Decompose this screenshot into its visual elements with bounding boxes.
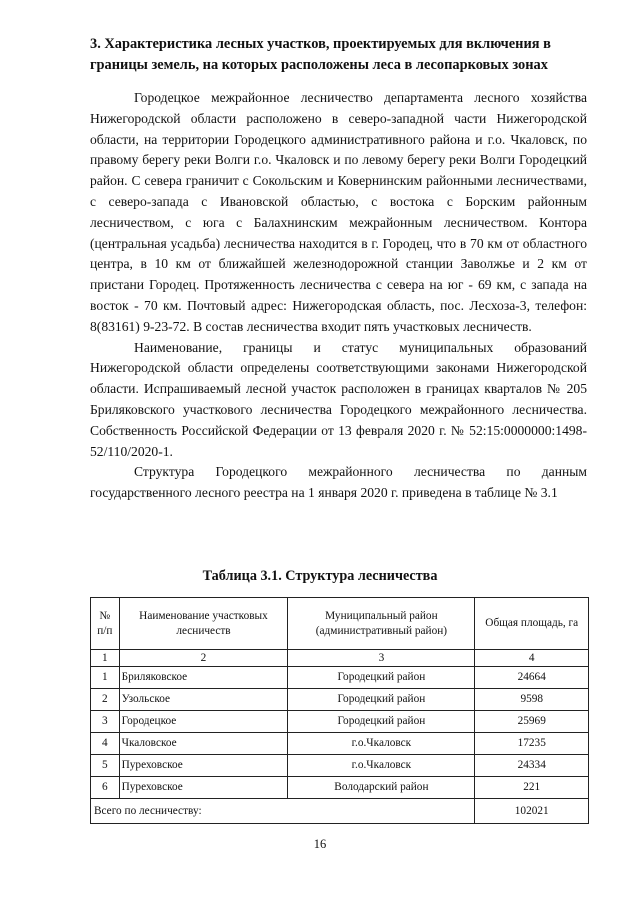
header-forestry-name: Наименование участковых лесничеств [119, 598, 288, 650]
paragraph-location: Городецкое межрайонное лесничество департамента лесного хозяйства Нижегородской области расположено в северо-западной части Нижегородской области, на территории Городецкого административного района и г.о. Чкаловск, по правому берегу реки Волги г.о. Чкаловск и по левому берегу реки Волги Городецкий район. С севера граничит с Сокольским и Ковернинским районными лесничествами, с северо-запада с Ивановской областью, с востока с Борским районным лесничеством, с юга с Балахнинским межрайонным лесничеством. Контора (центральная усадьба) лесничества находится в г. Городец, что в 70 км от областного центра, в 10 км от ближайшей железнодорожной станции Заволжье и 2 км от пристани Городец. Протяженность лесничества с севера на юг - 69 км, с запада на восток - 70 км. Почтовый адрес: Нижегородская область, пос. Лесхоза-3, телефон: 8(83161) 9-23-72. В состав лесничества входит пять участковых лесничеств. [90, 90, 587, 334]
row-number: 5 [91, 755, 120, 777]
row-number: 4 [91, 733, 120, 755]
row-area: 24334 [475, 755, 589, 777]
row-area: 24664 [475, 667, 589, 689]
table-header-row [91, 598, 589, 650]
column-index: 1 [91, 650, 120, 667]
body-text [90, 88, 587, 504]
page-number: 16 [313, 837, 327, 851]
row-forestry-name: Узольское [119, 689, 288, 711]
row-district: г.о.Чкаловск [288, 733, 475, 755]
row-forestry-name: Пуреховское [119, 777, 288, 799]
row-forestry-name: Городецкое [119, 711, 288, 733]
forestry-structure-table [90, 597, 589, 824]
column-index: 4 [475, 650, 589, 667]
row-area: 221 [475, 777, 589, 799]
row-number: 2 [91, 689, 120, 711]
table-row [91, 711, 589, 733]
column-index-row [91, 650, 589, 667]
row-forestry-name: Бриляковское [119, 667, 288, 689]
row-forestry-name: Пуреховское [119, 755, 288, 777]
row-area: 17235 [475, 733, 589, 755]
column-index: 3 [288, 650, 475, 667]
column-index: 2 [119, 650, 288, 667]
row-district: Городецкий район [288, 667, 475, 689]
paragraph-structure-reference: Структура Городецкого межрайонного лесничества по данным государственного лесного реестра на 1 января 2020 г. приведена в таблице № 3.1 [90, 464, 587, 501]
header-number: № п/п [91, 598, 120, 650]
row-number: 3 [91, 711, 120, 733]
paragraph-municipal-status: Наименование, границы и статус муниципальных образований Нижегородской области определены соответствующими законами Нижегородской области. Испрашиваемый лесной участок расположен в границах кварталов № 205 Бриляковского участкового лесничества Городецкого межрайонного лесничества. Собственность Российской Федерации от 13 февраля 2020 г. № 52:15:0000000:1498-52/110/2020-1. [90, 339, 587, 459]
row-district: Городецкий район [288, 689, 475, 711]
total-value: 102021 [475, 799, 589, 824]
header-area: Общая площадь, га [475, 598, 589, 650]
table-row [91, 689, 589, 711]
row-district: г.о.Чкаловск [288, 755, 475, 777]
table-row [91, 733, 589, 755]
table-caption: Таблица 3.1. Структура лесничества [202, 568, 438, 584]
row-area: 25969 [475, 711, 589, 733]
row-number: 1 [91, 667, 120, 689]
table-total-row [91, 799, 589, 824]
section-heading: 3. Характеристика лесных участков, проектируемых для включения в границы земель, на которых расположены леса в лесопарковых зонах [90, 36, 551, 73]
total-label: Всего по лесничеству: [91, 799, 475, 824]
row-number: 6 [91, 777, 120, 799]
row-area: 9598 [475, 689, 589, 711]
row-district: Городецкий район [288, 711, 475, 733]
row-forestry-name: Чкаловское [119, 733, 288, 755]
table-row [91, 667, 589, 689]
row-district: Володарский район [288, 777, 475, 799]
table-row [91, 755, 589, 777]
table-row [91, 777, 589, 799]
header-district: Муниципальный район (административный район) [288, 598, 475, 650]
